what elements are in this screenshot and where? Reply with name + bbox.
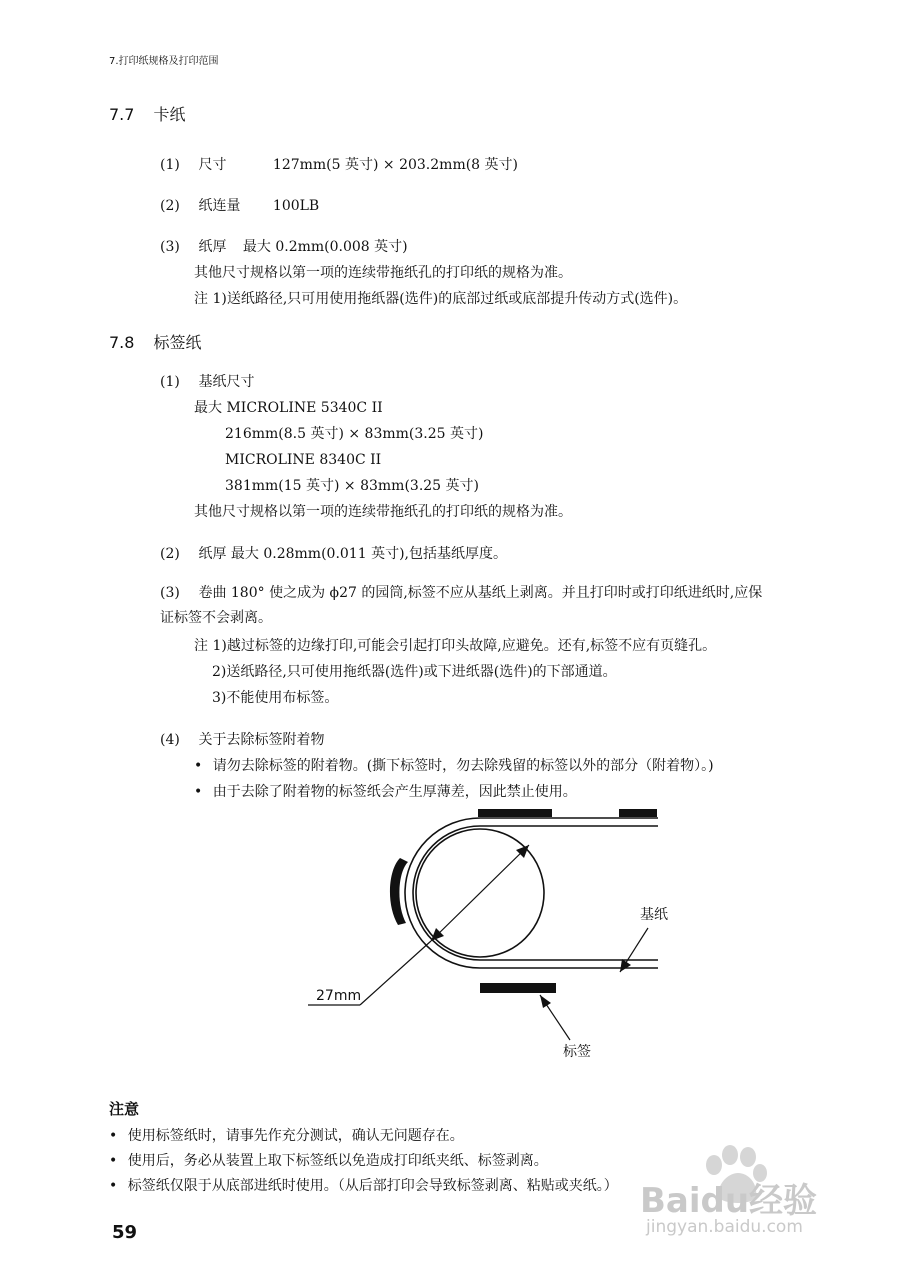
watermark-brand: Baidu经验 [640,1181,818,1221]
item-value: 最大 0.2mm(0.008 英寸) [242,239,408,255]
section-heading-7-8 [109,330,202,353]
label-item-1-heading [160,373,254,391]
label-model-2: MICROLINE 8340C II [225,452,382,468]
bullet-dot: • [109,1153,118,1169]
item-number: (1) [160,157,180,173]
label-note-3: 3)不能使用布标签。 [212,690,339,706]
label-item-2 [160,545,507,563]
item-label: 纸厚 [198,239,227,255]
item-number: (4) [160,732,180,748]
item-label: 尺寸 [198,157,227,173]
caution-title: 注意 [109,1100,140,1118]
top-label-strip-right [619,809,657,817]
bullet-dot: • [109,1128,118,1144]
item-text: 纸厚 最大 0.28mm(0.011 英寸),包括基纸厚度。 [198,546,507,562]
bullet-dot: • [194,784,203,800]
label-bullet-1 [194,757,714,775]
caution-text: 使用后，务必从装置上取下标签纸以免造成打印纸夹纸、标签剥离。 [127,1153,548,1169]
item-title: 关于去除标签附着物 [198,732,325,748]
label-note-1: 注 1)越过标签的边缘打印,可能会引起打印头故障,应避免。还有,标签不应有页缝孔。 [194,638,717,654]
section-title: 卡纸 [153,105,186,124]
card-item-weight [160,197,319,215]
diameter-line [431,845,529,941]
label-note-2: 2)送纸路径,只可使用拖纸器(选件)或下进纸器(选件)的下部通道。 [212,664,617,680]
caution-text: 标签纸仅限于从底部进纸时使用。（从后部打印会导致标签剥离、粘贴或夹纸。） [127,1178,618,1194]
label-label: 标签 [563,1044,591,1060]
base-paper-inner [413,826,658,960]
caution-item-2 [109,1152,548,1170]
item-value: 127mm(5 英寸) × 203.2mm(8 英寸) [272,157,519,173]
item-label: 基纸尺寸 [198,374,255,390]
top-label-strip-left [478,809,552,817]
card-other-sizes: 其他尺寸规格以第一项的连续带拖纸孔的打印纸的规格为准。 [194,265,572,281]
item-number: (1) [160,374,180,390]
section-heading-7-7 [109,102,186,125]
label-size-2: 381mm(15 英寸) × 83mm(3.25 英寸) [225,478,480,494]
item-number: (3) [160,239,180,255]
base-paper-label: 基纸 [640,907,668,923]
section-title: 标签纸 [153,333,202,352]
bullet-dot: • [109,1178,118,1194]
bullet-text: 由于去除了附着物的标签纸会产生厚薄差，因此禁止使用。 [212,784,577,800]
label-item-3-line-1 [160,584,762,602]
base-paper-arrowhead [620,959,631,972]
caution-item-3 [109,1177,618,1195]
label-size-1: 216mm(8.5 英寸) × 83mm(3.25 英寸) [225,426,484,442]
diameter-label: 27mm [316,988,362,1004]
bullet-dot: • [194,758,203,774]
caution-item-1 [109,1127,464,1145]
label-item-4-heading [160,731,324,749]
card-item-thickness [160,238,408,256]
section-number: 7.8 [109,333,135,352]
item-label: 纸连量 [198,198,241,214]
item-text: 卷曲 180° 使之成为 ϕ27 的园筒,标签不应从基纸上剥离。并且打印时或打印纸进纸时,应保 [198,585,763,601]
label-bullet-2 [194,783,577,801]
bullet-text: 请勿去除标签的附着物。(撕下标签时，勿去除残留的标签以外的部分（附着物）。) [212,758,714,774]
bottom-label-strip [480,983,556,993]
dimension-leader-diagonal [360,941,431,1005]
watermark-url: jingyan.baidu.com [646,1217,803,1237]
label-max-line: 最大 MICROLINE 5340C II [194,400,383,416]
card-note: 注 1)送纸路径,只可用使用拖纸器(选件)的底部过纸或底部提升传动方式(选件)。 [194,291,688,307]
running-header: 7.打印纸规格及打印范围 [109,56,219,67]
item-number: (3) [160,585,180,601]
caution-text: 使用标签纸时，请事先作充分测试，确认无问题存在。 [127,1128,464,1144]
item-value: 100LB [272,198,320,214]
page-number: 59 [112,1222,138,1243]
label-curl-diagram [300,800,680,1070]
item-number: (2) [160,198,180,214]
label-arrowhead [540,995,551,1008]
label-other-sizes: 其他尺寸规格以第一项的连续带拖纸孔的打印纸的规格为准。 [194,504,572,520]
card-item-size [160,156,518,174]
label-item-3-line-2: 证标签不会剥离。 [160,610,272,626]
item-number: (2) [160,546,180,562]
baidu-watermark [640,1145,865,1245]
section-number: 7.7 [109,105,135,124]
